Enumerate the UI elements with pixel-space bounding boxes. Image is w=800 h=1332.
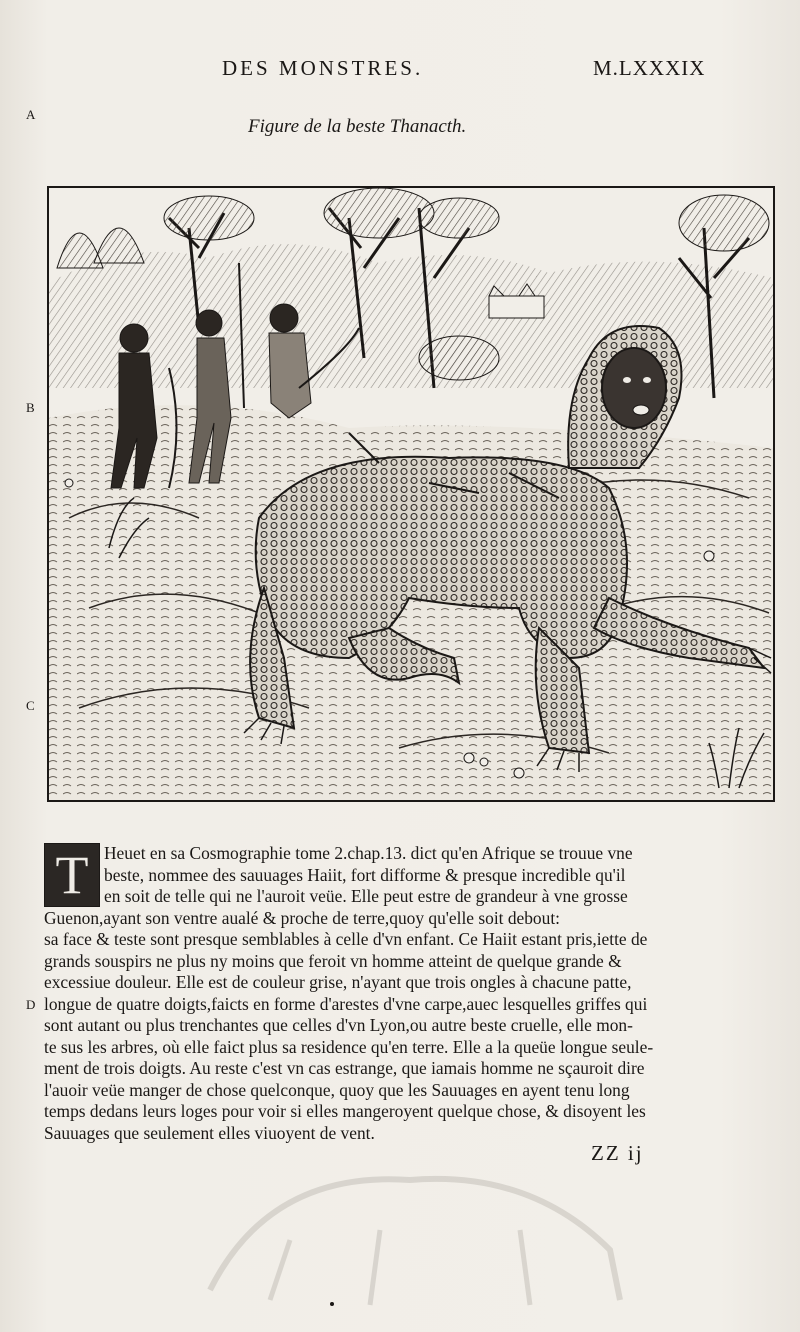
margin-letter-c: C (26, 698, 35, 713)
woodcut-illustration (47, 186, 775, 802)
text-line: l'auoir veüe manger de chose quelconque, quoy que les Sauuages en ayent tenu long (44, 1079, 630, 1100)
text-line: en soit de telle qui ne l'auroit veüe. Elle peut estre de grandeur à vne grosse (104, 886, 628, 906)
text-line: grands souspirs ne plus ny moins que feroit vn homme atteint de quelque grande & (44, 950, 622, 971)
margin-letter-d: D (26, 997, 36, 1012)
text-line: longue de quatre doigts,faicts en forme d'arestes d'vne carpe,auec lesquelles griffes qui (44, 993, 648, 1014)
text-line: Sauuages que seulement elles viuoyent de vent. (44, 1122, 375, 1143)
text-line: temps dedans leurs loges pour voir si elles mangeroyent quelque chose, & disoyent les (44, 1101, 646, 1121)
signature-mark: ZZ ij (591, 1141, 644, 1165)
folio-number: M.LXXXIX (593, 56, 706, 80)
body-text (44, 843, 714, 1144)
page-speck (330, 1302, 334, 1306)
text-line: Heuet en sa Cosmographie tome 2.chap.13. dict qu'en Afrique se trouue vne (104, 843, 633, 863)
text-line: excessiue douleur. Elle est de couleur grise, n'ayant que trois ongles à chacune patte, (44, 972, 632, 992)
decorated-initial: T (44, 843, 100, 907)
figure-caption: Figure de la beste Thanacth. (248, 116, 467, 137)
running-head: DES MONSTRES. (222, 56, 424, 80)
margin-letter-b: B (26, 400, 35, 415)
text-line: sa face & teste sont presque semblables à celle d'vn enfant. Ce Haiit estant pris,iette de (44, 929, 648, 949)
text-line: te sus les arbres, où elle faict plus sa residence qu'en terre. Elle a la queüe longue seule- (44, 1036, 654, 1057)
margin-letter-a: A (26, 107, 36, 122)
text-line: Guenon,ayant son ventre aualé & proche de terre,quoy qu'elle soit debout: (44, 907, 560, 928)
text-line: ment de trois doigts. Au reste c'est vn cas estrange, que iamais homme ne sçauroit dire (44, 1058, 645, 1078)
text-line: sont autant ou plus trenchantes que celles d'vn Lyon,ou autre beste cruelle, elle mon- (44, 1015, 633, 1035)
text-line: beste, nommee des sauuages Haiit, fort difforme & presque incredible qu'il (104, 864, 626, 885)
